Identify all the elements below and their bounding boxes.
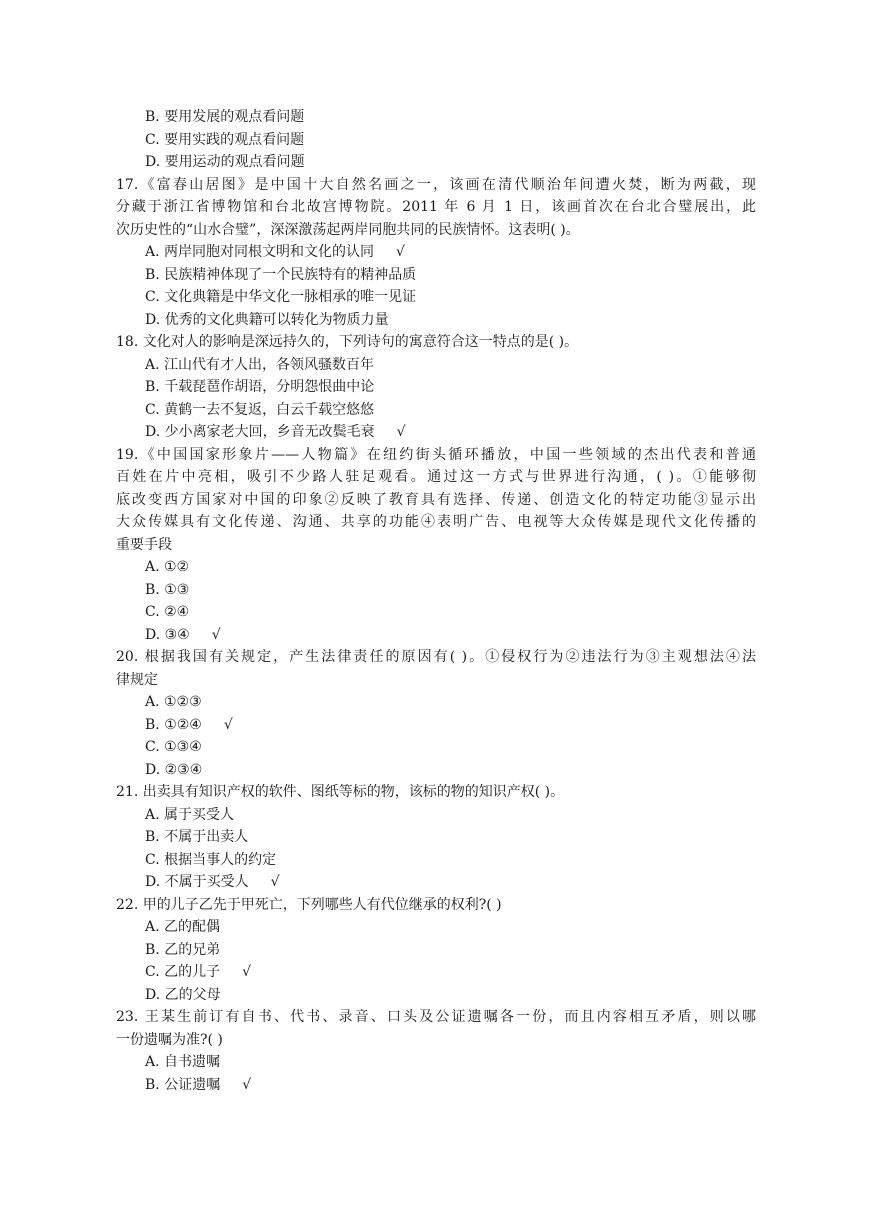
option-text: B. 民族精神体现了一个民族特有的精神品质 — [145, 266, 417, 283]
answer-option — [116, 106, 756, 129]
question-text-line: 20. 根据我国有关规定，产生法律责任的原因有( )。①侵权行为②违法行为③主观想法④法 — [116, 649, 756, 665]
option-text: B. ①②④ — [145, 716, 202, 733]
option-text: C. ②④ — [145, 604, 190, 620]
answer-option — [116, 601, 756, 624]
answer-option — [116, 871, 756, 894]
option-text: C. 黄鹤一去不复返，白云千载空悠悠 — [145, 401, 375, 418]
answer-option — [116, 151, 756, 174]
question-text-line: 律规定 — [116, 671, 158, 688]
question-text-line: 22. 甲的儿子乙先于甲死亡，下列哪些人有代位继承的权利?( ) — [116, 896, 502, 913]
correct-answer-mark: √ — [270, 874, 280, 890]
answer-option — [116, 556, 756, 579]
question-text-line: 21. 出卖具有知识产权的软件、图纸等标的物，该标的物的知识产权( )。 — [116, 784, 565, 800]
answer-option — [116, 241, 756, 264]
answer-option — [116, 1074, 756, 1097]
option-text: A. ①② — [145, 559, 190, 575]
option-text: C. ①③④ — [145, 739, 202, 755]
option-text: A. 江山代有才人出，各领风骚数百年 — [145, 356, 375, 373]
answer-option — [116, 939, 756, 962]
answer-option — [116, 579, 756, 602]
option-text: C. 根据当事人的约定 — [145, 851, 277, 868]
answer-option — [116, 624, 756, 647]
answer-option — [116, 399, 756, 422]
question-text-line: 百姓在片中亮相，吸引不少路人驻足观看。通过这一方式与世界进行沟通，( )。①能够彻 — [116, 469, 756, 485]
option-text: D. 不属于买受人 — [145, 874, 249, 890]
question-text-line: 次历史性的“山水合璧”，深深激荡起两岸同胞共同的民族情怀。这表明( )。 — [116, 221, 580, 238]
correct-answer-mark: √ — [242, 964, 252, 980]
option-text: C. 文化典籍是中华文化一脉相承的唯一见证 — [145, 289, 417, 305]
answer-option — [116, 264, 756, 287]
answer-option — [116, 421, 756, 444]
option-text: D. 优秀的文化典籍可以转化为物质力量 — [145, 311, 389, 328]
answer-option — [116, 376, 756, 399]
question-text-line: 23. 王某生前订有自书、代书、录音、口头及公证遗嘱各一份，而且内容相互矛盾，则以哪 — [116, 1009, 756, 1025]
option-text: B. 不属于出卖人 — [145, 829, 249, 845]
option-text: D. 要用运动的观点看问题 — [145, 154, 305, 170]
option-text: D. ③④ — [145, 626, 190, 643]
answer-option — [116, 286, 756, 309]
option-text: B. 要用发展的观点看问题 — [145, 109, 305, 125]
option-text: D. ②③④ — [145, 761, 203, 778]
option-text: D. 少小离家老大回，乡音无改鬓毛衰 — [145, 424, 375, 440]
option-text: C. 乙的儿子 — [145, 964, 221, 980]
question-text-line: 17.《富春山居图》是中国十大自然名画之一，该画在清代顺治年间遭火焚，断为两截，现 — [116, 176, 756, 193]
question-text-line: 19.《中国国家形象片——人物篇》在纽约街头循环播放，中国一些领域的杰出代表和普通 — [116, 446, 756, 463]
correct-answer-mark: √ — [396, 424, 406, 440]
correct-answer-mark: √ — [211, 626, 221, 643]
answer-option — [116, 916, 756, 939]
question-text-line: 重要手段 — [116, 536, 172, 553]
question-text-line: 18. 文化对人的影响是深远持久的，下列诗句的寓意符合这一特点的是( )。 — [116, 334, 579, 350]
option-text: D. 乙的父母 — [145, 986, 221, 1003]
answer-option — [116, 961, 756, 984]
answer-option — [116, 354, 756, 377]
correct-answer-mark: √ — [396, 244, 405, 260]
answer-option — [116, 129, 756, 152]
answer-option — [116, 714, 756, 737]
question-list — [116, 106, 756, 1096]
answer-option — [116, 759, 756, 782]
answer-option — [116, 691, 756, 714]
correct-answer-mark: √ — [242, 1076, 252, 1093]
answer-option — [116, 804, 756, 827]
question-text-line: 分藏于浙江省博物馆和台北故宫博物院。2011 年 6 月 1 日，该画首次在台北合璧展出，此 — [116, 199, 756, 215]
answer-option — [116, 849, 756, 872]
option-text: B. 千载琵琶作胡语，分明怨恨曲中论 — [145, 379, 375, 395]
option-text: A. 自书遗嘱 — [145, 1054, 221, 1070]
question-text-line: 大众传媒具有文化传递、沟通、共享的功能④表明广告、电视等大众传媒是现代文化传播的 — [116, 514, 756, 530]
answer-option — [116, 1051, 756, 1074]
option-text: A. 乙的配偶 — [145, 919, 221, 935]
option-text: B. 公证遗嘱 — [145, 1076, 221, 1093]
option-text: C. 要用实践的观点看问题 — [145, 131, 305, 148]
correct-answer-mark: √ — [223, 716, 233, 733]
option-text: A. 属于买受人 — [145, 806, 235, 823]
question-text-line: 一份遗嘱为准?( ) — [116, 1031, 223, 1048]
question-text-line: 底改变西方国家对中国的印象②反映了教育具有选择、传递、创造文化的特定功能③显示出 — [116, 491, 756, 508]
option-text: B. 乙的兄弟 — [145, 941, 221, 958]
answer-option — [116, 984, 756, 1007]
option-text: B. ①③ — [145, 581, 190, 598]
option-text: A. 两岸同胞对同根文明和文化的认同 — [145, 244, 375, 260]
option-text: A. ①②③ — [145, 694, 202, 710]
answer-option — [116, 826, 756, 849]
answer-option — [116, 736, 756, 759]
answer-option — [116, 309, 756, 332]
